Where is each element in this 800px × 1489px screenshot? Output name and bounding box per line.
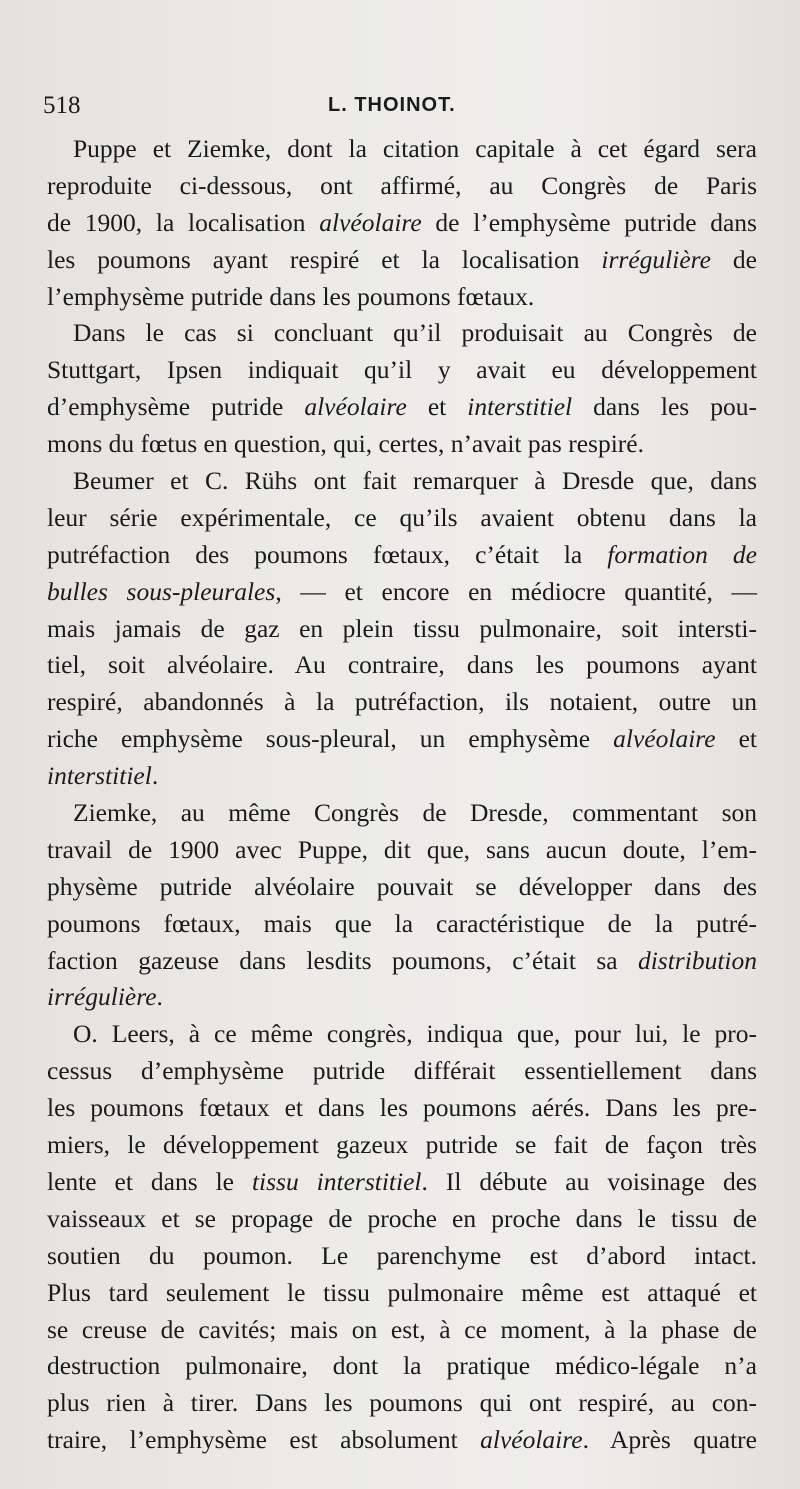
text-line: travail de 1900 avec Puppe, dit que, sans aucun doute, l’em- <box>47 834 757 864</box>
text-line: plus rien à tirer. Dans les poumons qui ont respiré, au con- <box>47 1388 757 1418</box>
text-line: les poumons fœtaux et dans les poumons aérés. Dans les pre- <box>47 1093 757 1123</box>
text-line: Dans le cas si concluant qu’il produisait au Congrès de <box>73 318 757 348</box>
text-line: mais jamais de gaz en plein tissu pulmonaire, soit intersti- <box>47 613 757 643</box>
text-line: Beumer et C. Rühs ont fait remarquer à Dresde que, dans <box>73 466 757 496</box>
text-line: traire, l’emphysème est absolument alvéolaire. Après quatre <box>47 1425 757 1455</box>
text-line: riche emphysème sous-pleural, un emphysème alvéolaire et <box>47 724 757 754</box>
text-line: mons du fœtus en question, qui, certes, n’avait pas respiré. <box>47 429 644 459</box>
italic-term: alvéolaire <box>480 1425 583 1455</box>
paragraph <box>47 131 757 315</box>
paragraph <box>47 795 757 1016</box>
text-line: respiré, abandonnés à la putréfaction, ils notaient, outre un <box>47 687 757 717</box>
text-line: bulles sous-pleurales, — et encore en médiocre quantité, — <box>47 576 757 606</box>
text-line: physème putride alvéolaire pouvait se développer dans des <box>47 871 757 901</box>
text-line: se creuse de cavités; mais on est, à ce moment, à la phase de <box>47 1314 757 1344</box>
running-head: L. THOINOT. <box>328 94 456 116</box>
italic-term: alvéolaire <box>304 392 407 422</box>
text-line: miers, le développement gazeux putride se fait de façon très <box>47 1130 757 1160</box>
text-line: tiel, soit alvéolaire. Au contraire, dans les poumons ayant <box>47 650 757 680</box>
italic-term: formation de <box>607 539 757 569</box>
text-line: soutien du poumon. Le parenchyme est d’abord intact. <box>47 1240 757 1270</box>
italic-term: bulles sous-pleurales <box>47 576 276 606</box>
text-line: Plus tard seulement le tissu pulmonaire même est attaqué et <box>47 1277 757 1307</box>
text-line: vaisseaux et se propage de proche en proche dans le tissu de <box>47 1203 757 1233</box>
text-line: Ziemke, au même Congrès de Dresde, commentant son <box>73 798 757 828</box>
paragraph <box>47 315 757 463</box>
page-header <box>43 92 743 126</box>
text-line: d’emphysème putride alvéolaire et interstitiel dans les pou- <box>47 392 758 422</box>
italic-term: irrégulière <box>47 982 157 1012</box>
italic-term: alvéolaire <box>319 207 422 237</box>
text-line: destruction pulmonaire, dont la pratique médico-légale n’a <box>47 1351 757 1381</box>
italic-term: distribution <box>637 945 757 975</box>
text-line: poumons fœtaux, mais que la caractéristique de la putré- <box>47 908 757 938</box>
text-line: lente et dans le tissu interstitiel. Il débute au voisinage des <box>47 1166 758 1196</box>
italic-term: tissu interstitiel <box>251 1166 422 1196</box>
italic-term: interstitiel <box>47 761 152 791</box>
italic-term: alvéolaire <box>613 724 716 754</box>
text-line: l’emphysème putride dans les poumons fœtaux. <box>47 281 535 311</box>
page-number: 518 <box>43 92 81 119</box>
text-line: putréfaction des poumons fœtaux, c’était la formation de <box>47 539 757 569</box>
text-line: reproduite ci-dessous, ont affirmé, au Congrès de Paris <box>47 170 757 200</box>
text-line: de 1900, la localisation alvéolaire de l’emphysème putride dans <box>47 207 757 237</box>
italic-term: irrégulière <box>601 244 711 274</box>
text-line: cessus d’emphysème putride différait essentiellement dans <box>47 1056 757 1086</box>
text-line: Stuttgart, Ipsen indiquait qu’il y avait eu développement <box>47 355 757 385</box>
body-text <box>47 131 757 1459</box>
paragraph <box>47 1016 757 1459</box>
text-line: leur série expérimentale, ce qu’ils avaient obtenu dans la <box>47 502 757 532</box>
text-line: faction gazeuse dans lesdits poumons, c’était sa distribution <box>47 945 757 975</box>
text-line: O. Leers, à ce même congrès, indiqua que, pour lui, le pro- <box>73 1019 757 1049</box>
text-line: irrégulière. <box>47 982 163 1012</box>
text-line: les poumons ayant respiré et la localisation irrégulière de <box>47 244 757 274</box>
text-line: Puppe et Ziemke, dont la citation capitale à cet égard sera <box>73 134 757 163</box>
text-line: interstitiel. <box>47 761 159 791</box>
italic-term: interstitiel <box>467 392 573 422</box>
paragraph <box>47 463 757 795</box>
